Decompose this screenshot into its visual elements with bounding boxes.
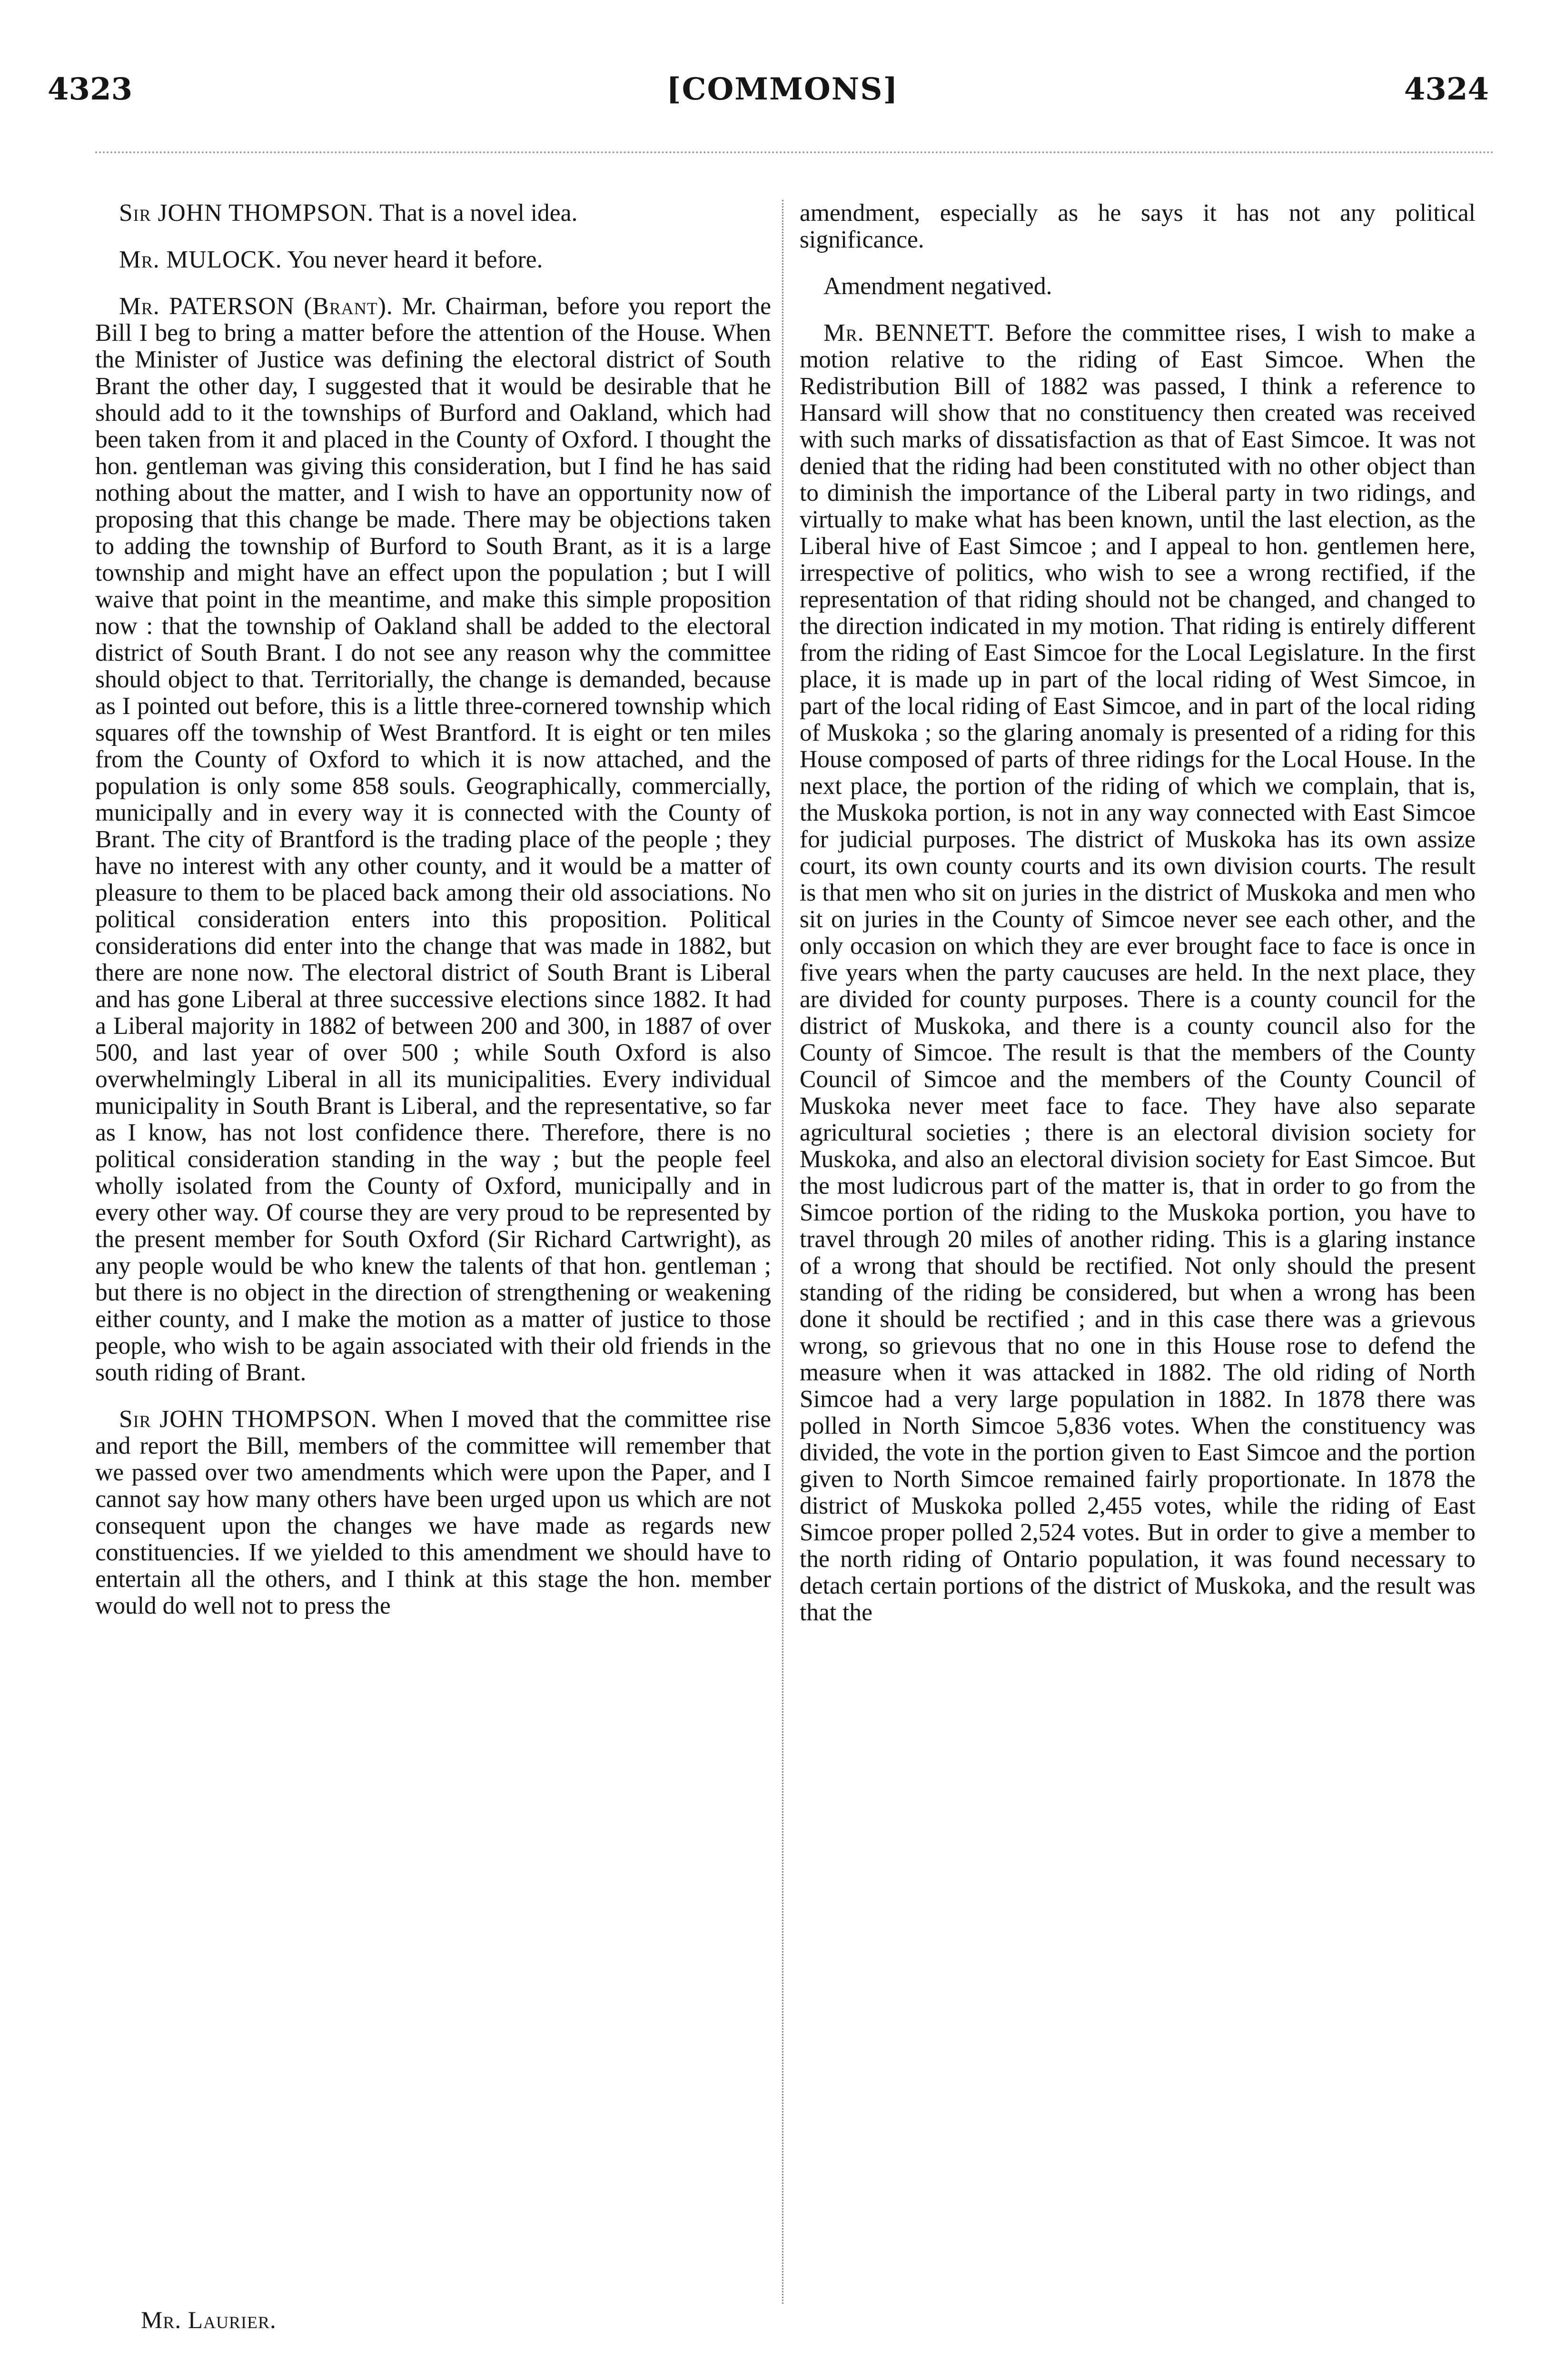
running-title: [COMMONS] <box>666 71 899 107</box>
speech-text: Before the committee rises, I wish to make a motion relative to the riding of East Simcoe. When the Redistribution Bill of 1882 was passed, I think a reference to Hansard will show that no constituency then created was received with such marks of dissatisfaction as that of East Simcoe. It was not denied that the riding had been constituted with no other object than to diminish the importance of the Liberal party in two ridings, and virtually to make what has been known, until the last election, as the Liberal hive of East Simcoe ; and I appeal to hon. gentlemen here, irrespective of politics, who wish to see a wrong rectified, if the representation of that riding should not be changed, and changed to the direction indicated in my motion. That riding is entirely different from the riding of East Simcoe for the Local Legislature. In the first place, it is made up in part of the local riding of West Simcoe, in part of the local riding of East Simcoe, and in part of the local riding of Muskoka ; so the glaring anomaly is presented of a riding for this House composed of parts of three ridings for the Local House. In the next place, the portion of the riding of which we complain, that is, the Muskoka portion, is not in any way connected with East Simcoe for judicial purposes. The district of Muskoka has its own assize court, its own county courts and its own division courts. The result is that men who sit on juries in the district of Muskoka and men who sit on juries in the County of Simcoe never see each other, and the only occasion on which they are ever brought face to face is once in five years when the party caucuses are held. In the next place, they are divided for county purposes. There is a county council for the district of Muskoka, and there is a county council also for the County of Simcoe. The result is that the members of the County Council of Simcoe and the members of the County Council of Muskoka never meet face to face. They have also separate agricultural societies ; there is an electoral division society for Muskoka, and also an electoral division society for East Simcoe. But the most ludicrous part of the matter is, that in order to go from the Simcoe portion of the riding to the Muskoka portion, you have to travel through 20 miles of another riding. This is a glaring instance of a wrong that should be rectified. Not only should the present standing of the riding be considered, but when a wrong has been done it should be rectified ; and in this case there was a grievous wrong, so grievous that no one in this House rose to defend the measure when it was attacked in 1882. The old riding of North Simcoe had a very large population in 1882. In 1878 there was polled in North Simcoe 5,836 votes. When the constituency was divided, the vote in the portion given to East Simcoe and the portion given to North Simcoe remained fairly proportionate. In 1878 the district of Muskoka polled 2,455 votes, while the riding of East Simcoe proper polled 2,524 votes. But in order to give a member to the north riding of Ontario population, it was found necessary to detach certain portions of the district of Muskoka, and the result was that the <box>800 319 1476 1626</box>
paragraph <box>95 247 771 273</box>
page-number-right: 4324 <box>1404 71 1489 107</box>
catchword: Mr. Laurier. <box>141 2307 277 2334</box>
speaker-name: Sir JOHN THOMPSON. <box>119 199 374 227</box>
paragraph <box>800 200 1476 253</box>
speech-text: Mr. Chairman, before you report the Bill I beg to bring a matter before the attention of the House. When the Minister of Justice was defining the electoral district of South Brant the other day, I suggested that it would be desirable that he should add to it the townships of Burford and Oakland, which had been taken from it and placed in the County of Oxford. I thought the hon. gentleman was giving this consideration, but I find he has said nothing about the matter, and I wish to have an opportunity now of proposing that this change be made. There may be objections taken to adding the township of Burford to South Brant, as it is a large township and might have an effect upon the population ; but I will waive that point in the meantime, and make this simple proposition now : that the township of Oakland shall be added to the electoral district of South Brant. I do not see any reason why the committee should object to that. Territorially, the change is demanded, because as I pointed out before, this is a little three-cornered township which squares off the township of West Brantford. It is eight or ten miles from the County of Oxford to which it is now attached, and the population is only some 858 souls. Geographically, commercially, municipally and in every way it is connected with the County of Brant. The city of Brantford is the trading place of the people ; they have no interest with any other county, and it would be a matter of pleasure to them to be placed back among their old associations. No political consideration enters into this proposition. Political considerations did enter into the change that was made in 1882, but there are none now. The electoral district of South Brant is Liberal and has gone Liberal at three successive elections since 1882. It had a Liberal majority in 1882 of between 200 and 300, in 1887 of over 500, and last year of over 500 ; while South Oxford is also overwhelmingly Liberal in all its municipalities. Every individual municipality in South Brant is Liberal, and the representative, so far as I know, has not lost confidence there. Therefore, there is no political consideration standing in the way ; but the people feel wholly isolated from the County of Oxford, municipally and in every other way. Of course they are very proud to be represented by the present member for South Oxford (Sir Richard Cartwright), as any people would be who knew the talents of that hon. gentleman ; but there is no object in the direction of strengthening or weakening either county, and I make the motion as a matter of justice to those people, who wish to be again associated with their old friends in the south riding of Brant. <box>95 293 771 1386</box>
speaker-name: Sir JOHN THOMPSON. <box>119 1406 377 1433</box>
right-column <box>800 200 1476 1626</box>
page-header <box>0 71 1565 124</box>
speaker-name: Mr. MULOCK. <box>119 246 282 273</box>
page-number-left: 4323 <box>48 71 133 107</box>
speech-text: When I moved that the committee rise and report the Bill, members of the committee will remember that we passed over two amendments which were upon the Paper, and I cannot say how many others have been urged upon us which are not consequent upon the changes we have made as regards new constituencies. If we yielded to this amendment we should have to entertain all the others, and I think at this stage the hon. member would do well not to press the <box>95 1406 771 1619</box>
speaker-name: Mr. BENNETT. <box>823 319 995 347</box>
header-rule <box>95 151 1495 153</box>
speech-text: That is a novel idea. <box>379 199 578 227</box>
speech-text: You never heard it before. <box>287 246 543 273</box>
column-divider <box>782 200 783 2304</box>
left-column <box>95 200 771 1619</box>
speech-text: amendment, especially as he says it has not any political significance. <box>800 199 1476 253</box>
procedural-note: Amendment negatived. <box>823 273 1052 300</box>
paragraph <box>800 273 1476 300</box>
paragraph <box>800 320 1476 1626</box>
speaker-name: Mr. PATERSON (Brant). <box>119 293 393 320</box>
paragraph <box>95 1406 771 1619</box>
paragraph <box>95 293 771 1386</box>
paragraph <box>95 200 771 227</box>
